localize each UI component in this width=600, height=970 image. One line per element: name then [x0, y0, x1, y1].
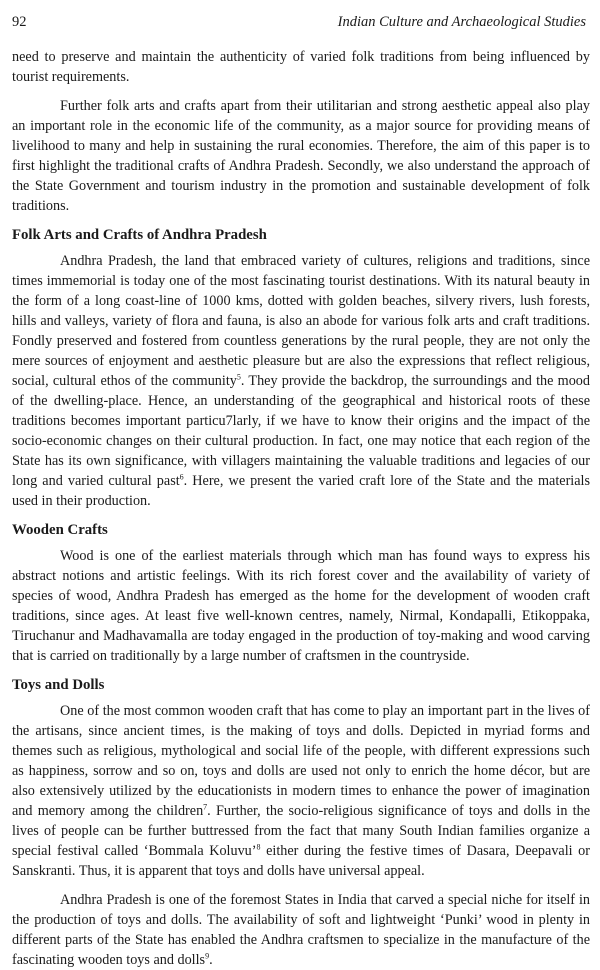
page-header: [0, 0, 600, 40]
paragraph-text: .: [209, 952, 213, 968]
paragraph-text: either during the festive times of Dasara, Deepavali or Sanskranti. Thus, it is apparent that toys and dolls have universal appeal.: [12, 843, 590, 879]
footnote-ref: 5: [236, 372, 241, 382]
page-body: [12, 47, 590, 970]
paragraph-text: Wood is one of the earliest materials through which man has found ways to express his abstract notions and artistic feelings. With its rich forest cover and the availability of variety of species of wood, Andhra Pradesh has emerged as the home for the development of wooden craft traditions, since ages. At least five well-known centres, namely, Nirmal, Kondapalli, Etikoppaka, Tiruchanur and Madhavamalla are today engaged in the production of toy-making and wood carving that is carried on traditionally by a large number of craftsmen in the countryside.: [12, 548, 590, 664]
paragraph-intro: [12, 96, 590, 216]
footnote-ref: 7: [203, 802, 208, 812]
paragraph-text: . They provide the backdrop, the surroundings and the mood of the dwelling-place. Hence, an understanding of the geographical and historical roots of these traditions becomes important particu7larly, if we have to know their origins and the impact of the socio-economic changes on their cultural production. In fact, one may notice that each region of the State has its own significance, with villagers maintaining the valuable traditions and legacies of our long and varied cultural past: [12, 373, 590, 489]
section-heading-wooden-crafts: Wooden Crafts: [12, 522, 108, 538]
page-number: 92: [12, 14, 27, 30]
paragraph-text: Andhra Pradesh is one of the foremost States in India that carved a special niche for itself in the production of toys and dolls. The availability of soft and lightweight ‘Punki’ wood in plenty in different parts of the State has enabled the Andhra craftsmen to specialize in the manufacture of the fascinating wooden toys and dolls: [12, 892, 590, 968]
paragraph-text: . Further, the socio-religious significance of toys and dolls in the lives of people can be further buttressed from the fact that many South Indian families organize a special festival called ‘Bommala Koluvu’: [12, 803, 590, 859]
paragraph-folk-arts: [12, 251, 590, 511]
footnote-ref: 6: [179, 472, 184, 482]
paragraph-wooden-crafts: [12, 546, 590, 666]
paragraph-text: . Here, we present the varied craft lore of the State and the materials used in their production.: [12, 473, 590, 509]
running-title: Indian Culture and Archaeological Studies: [337, 14, 586, 30]
paragraph-toys-dolls: [12, 701, 590, 881]
paragraph-text: One of the most common wooden craft that has come to play an important part in the lives of the artisans, since ancient times, is the making of toys and dolls. Depicted in myriad forms and themes such as religious, mythological and social life of the people, with different expressions such as happiness, sorrow and so on, toys and dolls are used not only to enrich the home décor, but are also extensively utilized by the educationists in modern times to enhance the power of imagination and memory among the children: [12, 703, 590, 819]
paragraph-text: Further folk arts and crafts apart from their utilitarian and strong aesthetic appeal also play an important role in the economic life of the community, as a major source for providing means of livelihood to many and help in sustaining the rural economies. Therefore, the aim of this paper is to first highlight the traditional crafts of Andhra Pradesh. Secondly, we also understand the approach of the State Government and tourism industry in the promotion and sustainable development of folk traditions.: [12, 98, 590, 214]
paragraph-text: need to preserve and maintain the authenticity of varied folk traditions from being influenced by tourist requirements.: [12, 49, 590, 85]
section-heading-toys-dolls: Toys and Dolls: [12, 677, 105, 693]
paragraph-text: Andhra Pradesh, the land that embraced variety of cultures, religions and traditions, since times immemorial is today one of the most fascinating tourist destinations. With its natural beauty in the form of a long coast-line of 1000 kms, dotted with golden beaches, silvery rivers, lush forests, hills and valleys, variety of flora and fauna, is also an abode for various folk arts and craft traditions. Fondly preserved and fostered from countless generations by the rural people, they are not only the mere sources of enjoyment and aesthetic pleasure but are also the expressions that reflect religious, social, cultural ethos of the community: [12, 253, 590, 389]
footnote-ref: 9: [205, 951, 210, 961]
footnote-ref: 8: [256, 842, 261, 852]
section-heading-folk-arts: Folk Arts and Crafts of Andhra Pradesh: [12, 227, 267, 243]
paragraph-continuation: [12, 47, 590, 87]
paragraph-andhra-toys: [12, 890, 590, 970]
